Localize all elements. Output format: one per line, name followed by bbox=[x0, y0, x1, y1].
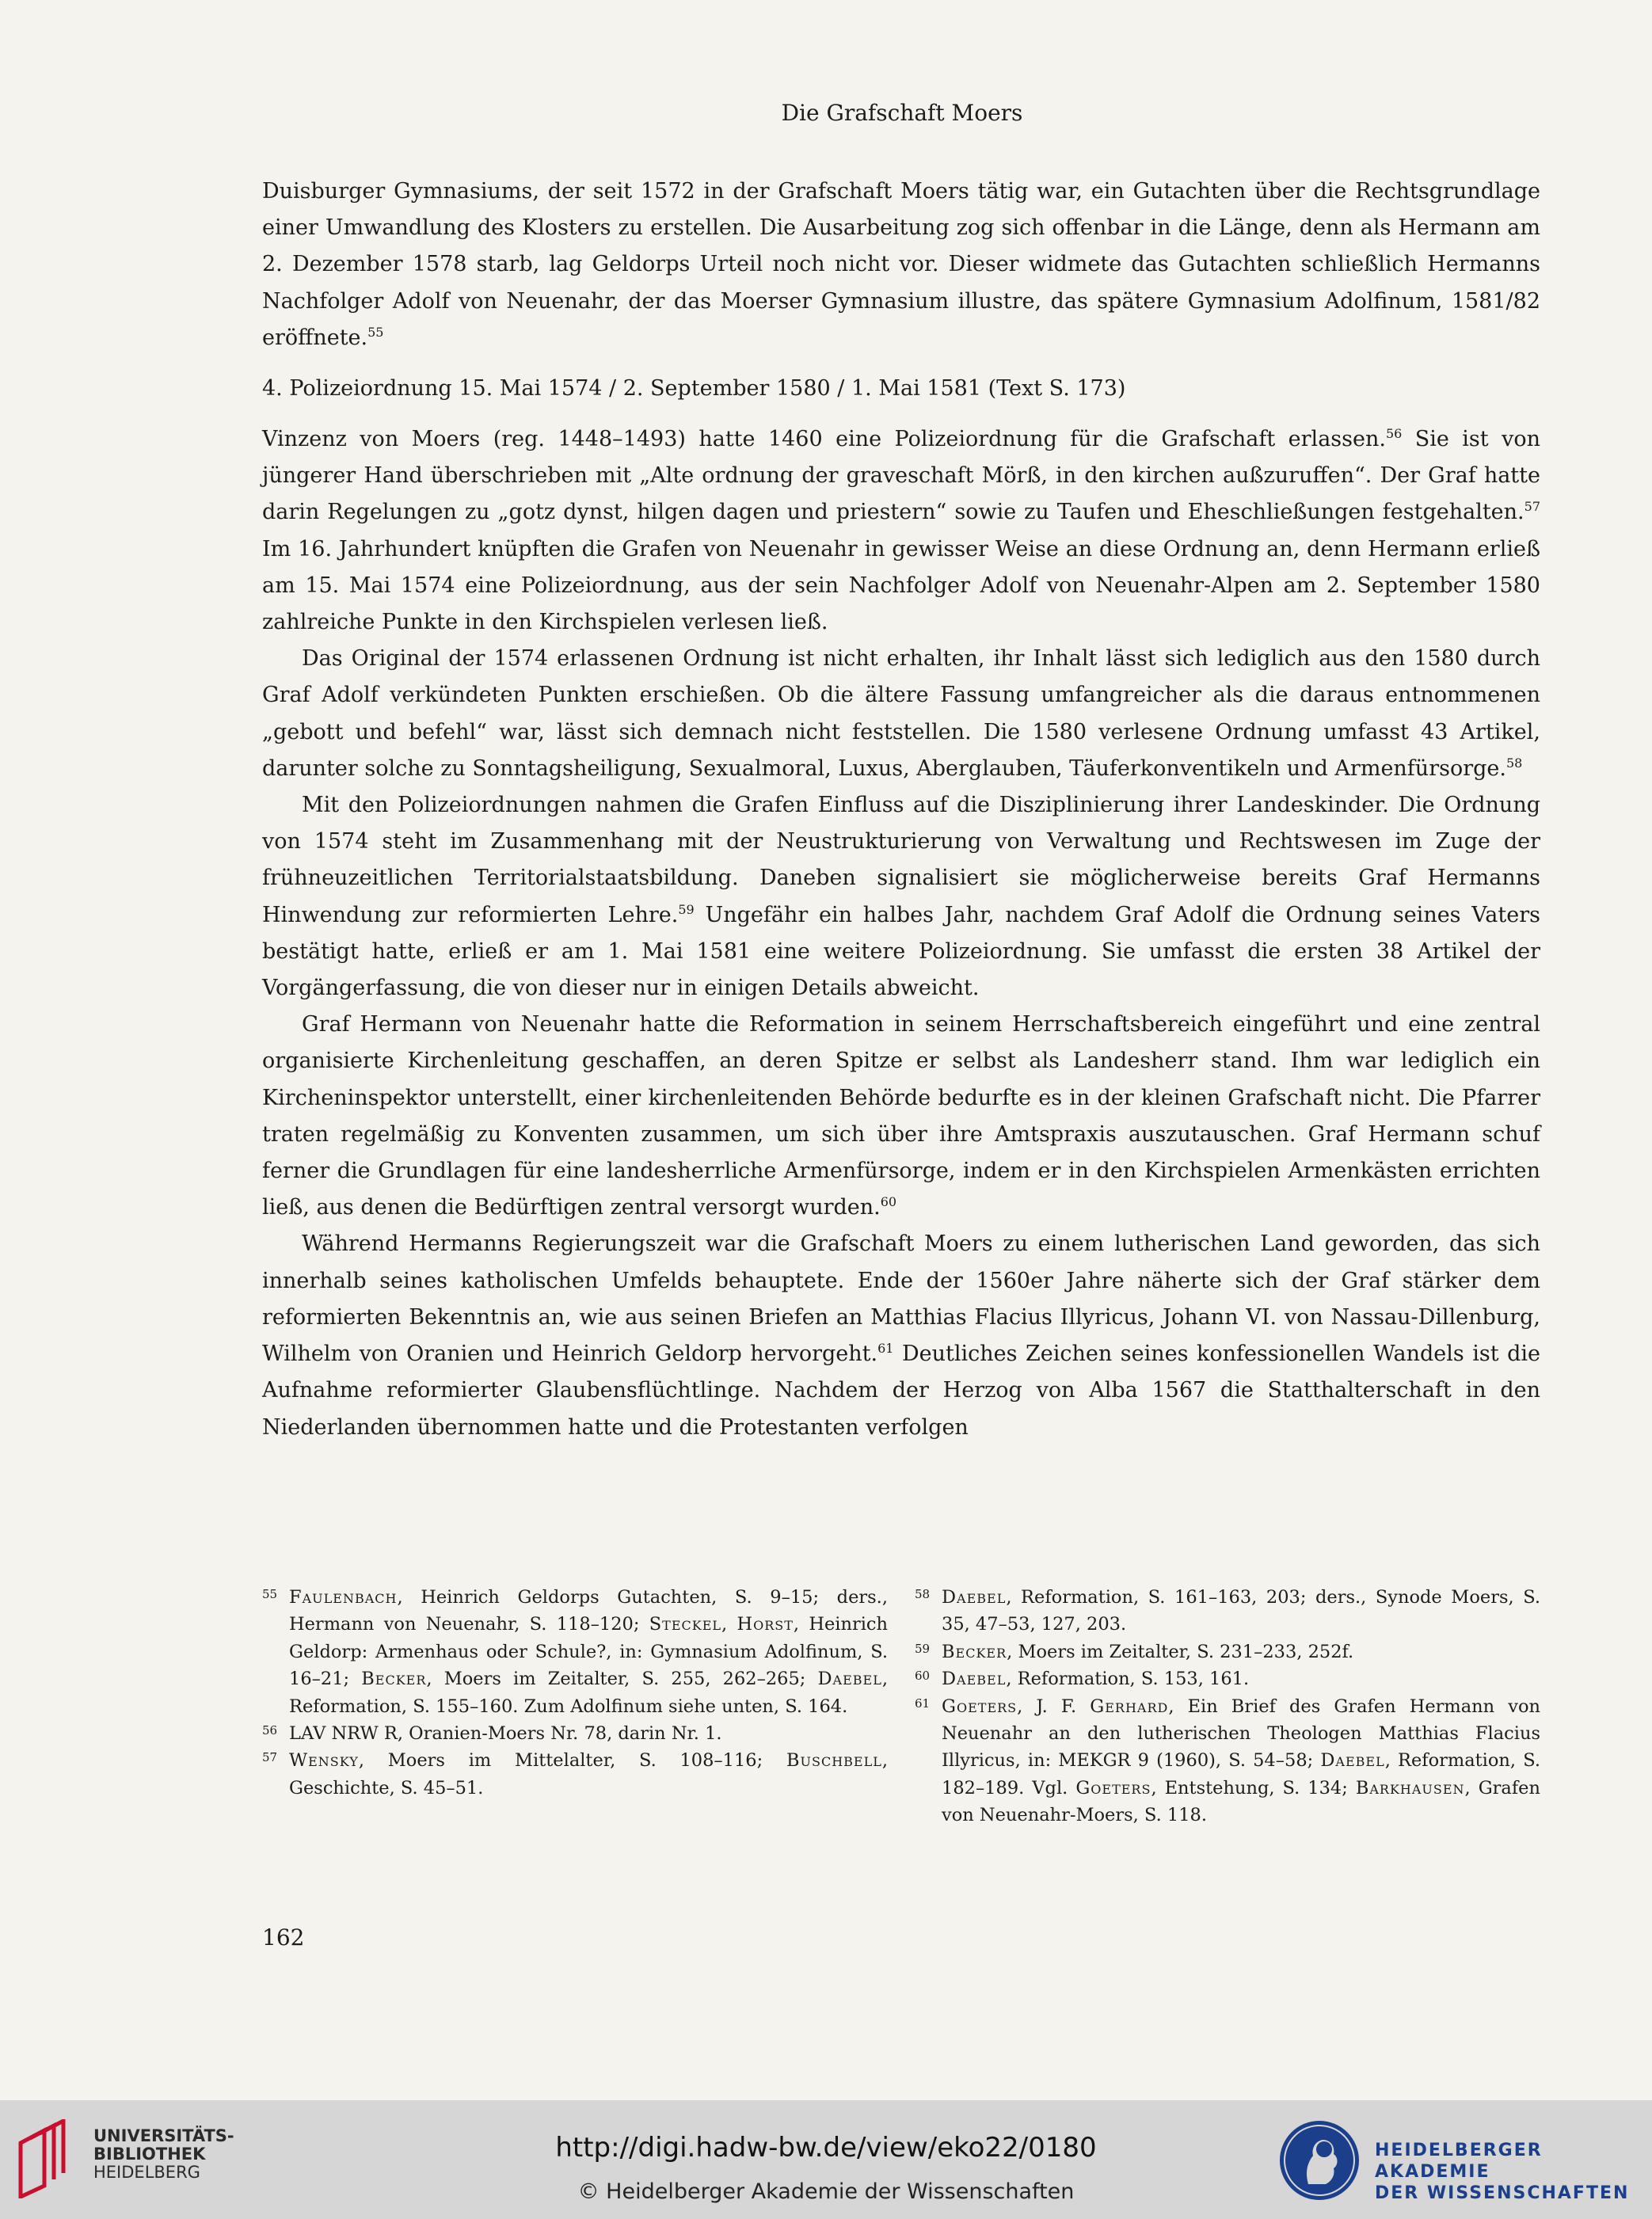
footnote: 56 LAV NRW R, Oranien-Moers Nr. 78, darin Nr. 1. bbox=[262, 1720, 888, 1747]
author-name: Becker bbox=[942, 1641, 1007, 1662]
author-name: Barkhausen bbox=[1355, 1777, 1465, 1798]
footnote-ref[interactable]: 55 bbox=[367, 324, 384, 340]
copyright-notice: © Heidelberger Akademie der Wissenschaften bbox=[577, 2179, 1075, 2204]
paragraph: Während Hermanns Regierungszeit war die Grafschaft Moers zu einem lutherischen Land geworden, das sich innerhalb seines katholischen Umfelds behauptete. Ende der 1560er Jahre näherte sich der Graf stärker dem reformierten Bekenntnis an, wie aus seinen Briefen an Matthias Flacius Illyricus, Johann VI. von Nassau-Dillenburg, Wilhelm von Oranien und Heinrich Geldorp hervorgeht.$^{61}$ Deutliches Zeichen seines konfessionellen Wandels ist die Aufnahme reformierter Glaubensflüchtlinge. Nachdem der Herzog von Alba 1567 die Statthalterschaft in den Niederlanden übernommen hatte und die Protestanten verfolgen bbox=[262, 1231, 1540, 1440]
academy-seal-icon[interactable] bbox=[1277, 2118, 1362, 2203]
author-name: Wensky bbox=[289, 1750, 359, 1772]
footnote-ref[interactable]: 58 bbox=[1505, 755, 1523, 771]
digitization-footer bbox=[0, 2100, 1652, 2219]
academy-name: HEIDELBERGER AKADEMIE DER WISSENSCHAFTEN bbox=[1375, 2141, 1630, 2203]
footnote-ref[interactable]: 61 bbox=[877, 1341, 894, 1357]
paragraph: Duisburger Gymnasiums, der seit 1572 in der Grafschaft Moers tätig war, ein Gutachten über die Rechtsgrundlage einer Umwandlung des Klosters zu erstellen. Die Ausarbeitung zog sich offenbar in die Länge, denn als Hermann am 2. Dezember 1578 starb, lag Geldorps Urteil noch nicht vor. Dieser widmete das Gutachten schließlich Hermanns Nachfolger Adolf von Neuenahr, der das Moerser Gymnasium illustre, das spätere Gymnasium Adolfinum, 1581/82 eröffnete.$^{55}$ bbox=[262, 179, 1540, 350]
paragraph: Mit den Polizeiordnungen nahmen die Grafen Einfluss auf die Disziplinierung ihrer Landeskinder. Die Ordnung von 1574 steht im Zusammenhang mit der Neustrukturierung von Verwaltung und Rechtswesen im Zuge der frühneuzeitlichen Territorialstaatsbildung. Daneben signalisiert sie möglicherweise bereits Graf Hermanns Hinwendung zur reformierten Lehre.$^{59}$ Ungefähr ein halbes Jahr, nachdem Graf Adolf die Ordnung seines Vaters bestätigt hatte, erließ er am 1. Mai 1581 eine weitere Polizeiordnung. Sie umfasst die ersten 38 Artikel der Vorgängerfassung, die von dieser nur in einigen Details abweicht. bbox=[262, 793, 1540, 1001]
author-name: Faulenbach bbox=[289, 1587, 398, 1608]
author-name: Daebel bbox=[1320, 1750, 1385, 1772]
footnote: 61 Goeters, J. F. Gerhard, Ein Brief des Grafen Hermann von Neuenahr an den lutherischen Theologen Matthias Flacius Illyricus, in: MEKGR 9 (1960), S. 54–58; Daebel, Reformation, S. 182–189. Vgl. Goeters, Entstehung, S. 134; Barkhausen, Grafen von Neuenahr-Moers, S. 118. bbox=[915, 1693, 1540, 1829]
page-number: 162 bbox=[262, 1924, 305, 1951]
running-head: Die Grafschaft Moers bbox=[781, 100, 1023, 126]
footnote-ref[interactable]: 59 bbox=[678, 901, 695, 917]
author-name: Goeters bbox=[942, 1696, 1018, 1717]
author-name: Steckel bbox=[649, 1614, 722, 1635]
footnote-number: 56 bbox=[262, 1723, 278, 1738]
footnote-ref[interactable]: 57 bbox=[1524, 499, 1540, 515]
author-name: Goeters bbox=[1075, 1777, 1151, 1798]
footnote-number: 61 bbox=[915, 1696, 931, 1711]
author-name: Daebel bbox=[942, 1587, 1007, 1608]
permalink-url[interactable]: http://digi.hadw-bw.de/view/eko22/0180 bbox=[555, 2132, 1097, 2164]
author-name: Gerhard bbox=[1090, 1696, 1169, 1717]
main-text bbox=[262, 173, 1540, 1446]
author-name: Buschbell bbox=[786, 1750, 882, 1772]
footnote-number: 57 bbox=[262, 1750, 278, 1765]
footnotes-left-column bbox=[262, 1584, 888, 1802]
footnote-ref[interactable]: 60 bbox=[880, 1194, 897, 1210]
footnote: 58 Daebel, Reformation, S. 161–163, 203; ders., Synode Moers, S. 35, 47–53, 127, 203. bbox=[915, 1584, 1540, 1639]
university-library-name: UNIVERSITÄTS- BIBLIOTHEK HEIDELBERG bbox=[93, 2126, 234, 2182]
footnotes-right-column bbox=[915, 1584, 1540, 1829]
paragraph: Graf Hermann von Neuenahr hatte die Reformation in seinem Herrschaftsbereich eingeführt und eine zentral organisierte Kirchenleitung geschaffen, an deren Spitze er selbst als Landesherr stand. Ihm war lediglich ein Kircheninspektor unterstellt, einer kirchenleitenden Behörde bedurfte es in der kleinen Grafschaft nicht. Die Pfarrer traten regelmäßig zu Konventen zusammen, um sich über ihre Amtspraxis auszutauschen. Graf Hermann schuf ferner die Grundlagen für eine landesherrliche Armenfürsorge, indem er in den Kirchspielen Armenkästen errichten ließ, aus denen die Bedürftigen zentral versorgt wurden.$^{60}$ bbox=[262, 1012, 1540, 1220]
footnote-number: 60 bbox=[915, 1669, 931, 1684]
paragraph: Das Original der 1574 erlassenen Ordnung ist nicht erhalten, ihr Inhalt lässt sich lediglich aus den 1580 durch Graf Adolf verkündeten Punkten erschießen. Ob die ältere Fassung umfangreicher als die daraus entnommenen „gebott und befehl“ war, lässt sich demnach nicht feststellen. Die 1580 verlesene Ordnung umfasst 43 Artikel, darunter solche zu Sonntagsheiligung, Sexualmoral, Luxus, Aberglauben, Täuferkonventikeln und Armenfürsorge.$^{58}$ bbox=[262, 646, 1540, 781]
paragraph: Vinzenz von Moers (reg. 1448–1493) hatte 1460 eine Polizeiordnung für die Grafschaft erlassen.$^{56}$ Sie ist von jüngerer Hand überschrieben mit „Alte ordnung der graveschaft Mörß, in den kirchen außzuruffen“. Der Graf hatte darin Regelungen zu „gotz dynst, hilgen dagen und priestern“ sowie zu Taufen und Eheschließungen festgehalten.$^{57}$ Im 16. Jahrhundert knüpften die Grafen von Neuenahr in gewisser Weise an diese Ordnung an, denn Hermann erließ am 15. Mai 1574 eine Polizeiordnung, aus der sein Nachfolger Adolf von Neuenahr-Alpen am 2. September 1580 zahlreiche Punkte in den Kirchspielen verlesen ließ. bbox=[262, 426, 1540, 635]
footnote: 55 Faulenbach, Heinrich Geldorps Gutachten, S. 9–15; ders., Hermann von Neuenahr, S. 118–120; Steckel, Horst, Heinrich Geldorp: Armenhaus oder Schule?, in: Gymnasium Adolfinum, S. 16–21; Becker, Moers im Zeitalter, S. 255, 262–265; Daebel, Reformation, S. 155–160. Zum Adolfinum siehe unten, S. 164. bbox=[262, 1584, 888, 1720]
section-heading: 4. Polizeiordnung 15. Mai 1574 / 2. September 1580 / 1. Mai 1581 (Text S. 173) bbox=[262, 376, 1126, 402]
footnote: 59 Becker, Moers im Zeitalter, S. 231–233, 252f. bbox=[915, 1639, 1540, 1665]
footnote: 60 Daebel, Reformation, S. 153, 161. bbox=[915, 1665, 1540, 1692]
author-name: Becker bbox=[361, 1669, 427, 1690]
footnote-number: 58 bbox=[915, 1587, 931, 1601]
footnote-number: 55 bbox=[262, 1587, 278, 1601]
author-name: Horst bbox=[737, 1614, 794, 1635]
author-name: Daebel bbox=[817, 1669, 882, 1690]
footnote: 57 Wensky, Moers im Mittelalter, S. 108–116; Buschbell, Geschichte, S. 45–51. bbox=[262, 1747, 888, 1802]
footnote-number: 59 bbox=[915, 1641, 931, 1656]
author-name: Daebel bbox=[942, 1669, 1007, 1690]
footnote-ref[interactable]: 56 bbox=[1385, 426, 1403, 442]
